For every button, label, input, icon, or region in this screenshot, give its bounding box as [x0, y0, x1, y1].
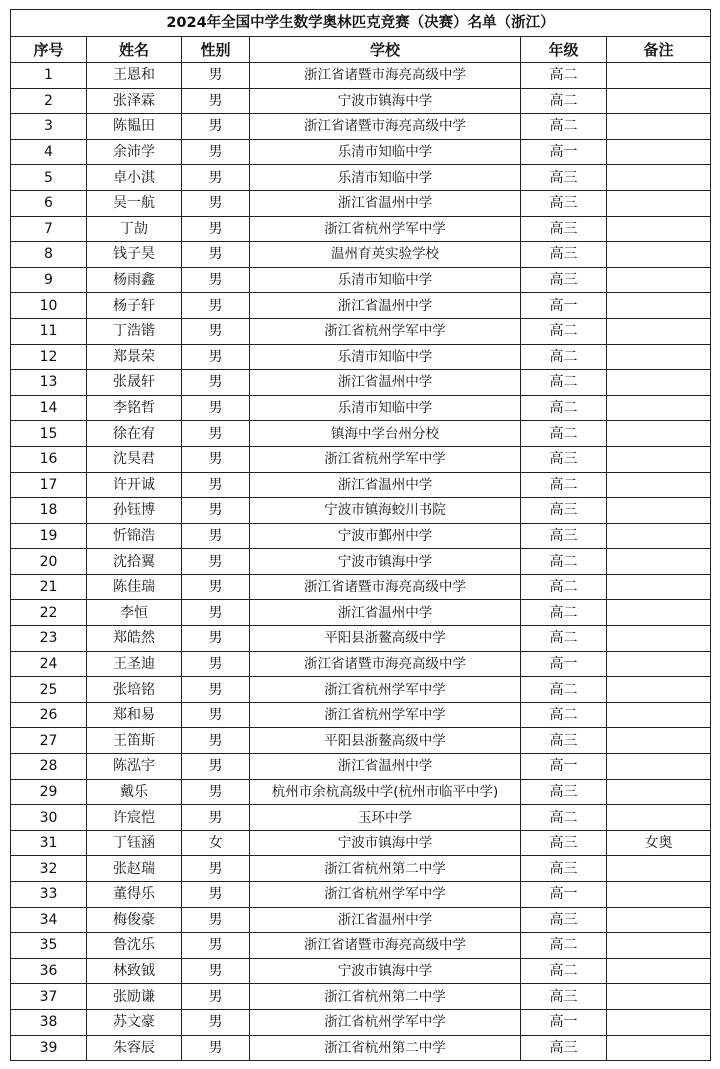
- cell-note: [607, 318, 711, 344]
- cell-grade: 高二: [521, 626, 607, 652]
- cell-grade: 高二: [521, 933, 607, 959]
- cell-school: 乐清市知临中学: [250, 344, 521, 370]
- cell-school: 浙江省杭州学军中学: [250, 318, 521, 344]
- cell-gender: 女: [182, 830, 250, 856]
- cell-no: 28: [11, 754, 87, 780]
- cell-gender: 男: [182, 856, 250, 882]
- cell-no: 13: [11, 370, 87, 396]
- cell-no: 23: [11, 626, 87, 652]
- cell-grade: 高二: [521, 677, 607, 703]
- cell-grade: 高一: [521, 139, 607, 165]
- cell-school: 玉环中学: [250, 805, 521, 831]
- cell-school: 浙江省诸暨市海亮高级中学: [250, 574, 521, 600]
- cell-note: [607, 754, 711, 780]
- cell-grade: 高二: [521, 574, 607, 600]
- cell-note: [607, 856, 711, 882]
- column-header-grade: 年级: [521, 37, 607, 63]
- cell-grade: 高三: [521, 779, 607, 805]
- table-row: [11, 754, 711, 780]
- table-row: [11, 293, 711, 319]
- cell-gender: 男: [182, 805, 250, 831]
- cell-note: [607, 933, 711, 959]
- cell-gender: 男: [182, 139, 250, 165]
- cell-school: 乐清市知临中学: [250, 139, 521, 165]
- cell-no: 19: [11, 523, 87, 549]
- cell-gender: 男: [182, 779, 250, 805]
- cell-grade: 高二: [521, 472, 607, 498]
- cell-no: 36: [11, 958, 87, 984]
- cell-no: 27: [11, 728, 87, 754]
- cell-school: 浙江省温州中学: [250, 370, 521, 396]
- table-row: [11, 88, 711, 114]
- cell-grade: 高三: [521, 446, 607, 472]
- cell-gender: 男: [182, 498, 250, 524]
- cell-note: [607, 805, 711, 831]
- cell-gender: 男: [182, 549, 250, 575]
- cell-note: [607, 907, 711, 933]
- cell-gender: 男: [182, 907, 250, 933]
- cell-grade: 高三: [521, 267, 607, 293]
- table-row: [11, 446, 711, 472]
- cell-no: 3: [11, 114, 87, 140]
- cell-school: 乐清市知临中学: [250, 395, 521, 421]
- cell-grade: 高三: [521, 190, 607, 216]
- table-row: [11, 677, 711, 703]
- roster-body: [11, 63, 711, 1061]
- cell-name: 郑皓然: [87, 626, 182, 652]
- cell-grade: 高二: [521, 702, 607, 728]
- table-row: [11, 549, 711, 575]
- cell-grade: 高三: [521, 523, 607, 549]
- cell-grade: 高一: [521, 293, 607, 319]
- cell-name: 丁劼: [87, 216, 182, 242]
- cell-gender: 男: [182, 114, 250, 140]
- table-row: [11, 1035, 711, 1061]
- table-row: [11, 165, 711, 191]
- cell-name: 沈拾翼: [87, 549, 182, 575]
- cell-grade: 高二: [521, 344, 607, 370]
- cell-no: 35: [11, 933, 87, 959]
- table-row: [11, 267, 711, 293]
- cell-name: 丁浩锴: [87, 318, 182, 344]
- column-header-gender: 性别: [182, 37, 250, 63]
- table-row: [11, 702, 711, 728]
- cell-no: 31: [11, 830, 87, 856]
- table-row: [11, 933, 711, 959]
- cell-name: 张晟轩: [87, 370, 182, 396]
- cell-name: 郑和易: [87, 702, 182, 728]
- cell-note: [607, 344, 711, 370]
- cell-grade: 高三: [521, 216, 607, 242]
- table-row: [11, 728, 711, 754]
- cell-grade: 高二: [521, 958, 607, 984]
- cell-name: 张泽霖: [87, 88, 182, 114]
- table-row: [11, 574, 711, 600]
- cell-gender: 男: [182, 344, 250, 370]
- cell-no: 25: [11, 677, 87, 703]
- cell-name: 陈韫田: [87, 114, 182, 140]
- cell-note: [607, 114, 711, 140]
- cell-school: 浙江省温州中学: [250, 907, 521, 933]
- cell-grade: 高一: [521, 651, 607, 677]
- cell-school: 浙江省温州中学: [250, 754, 521, 780]
- cell-name: 鲁沈乐: [87, 933, 182, 959]
- cell-gender: 男: [182, 626, 250, 652]
- cell-note: [607, 395, 711, 421]
- cell-note: [607, 498, 711, 524]
- cell-note: [607, 728, 711, 754]
- cell-no: 9: [11, 267, 87, 293]
- cell-school: 浙江省杭州学军中学: [250, 446, 521, 472]
- cell-no: 34: [11, 907, 87, 933]
- cell-note: [607, 472, 711, 498]
- cell-school: 宁波市镇海蛟川书院: [250, 498, 521, 524]
- table-row: [11, 63, 711, 89]
- cell-no: 32: [11, 856, 87, 882]
- cell-school: 浙江省诸暨市海亮高级中学: [250, 63, 521, 89]
- cell-name: 杨子轩: [87, 293, 182, 319]
- cell-gender: 男: [182, 600, 250, 626]
- table-row: [11, 139, 711, 165]
- cell-no: 15: [11, 421, 87, 447]
- cell-name: 王圣迪: [87, 651, 182, 677]
- cell-school: 平阳县浙鳌高级中学: [250, 626, 521, 652]
- cell-name: 卓小淇: [87, 165, 182, 191]
- cell-grade: 高三: [521, 242, 607, 268]
- cell-no: 33: [11, 882, 87, 908]
- cell-grade: 高三: [521, 856, 607, 882]
- cell-school: 浙江省温州中学: [250, 293, 521, 319]
- table-row: [11, 395, 711, 421]
- table-row: [11, 626, 711, 652]
- table-row: [11, 242, 711, 268]
- cell-name: 杨雨鑫: [87, 267, 182, 293]
- cell-school: 浙江省杭州第二中学: [250, 984, 521, 1010]
- table-row: [11, 856, 711, 882]
- cell-note: [607, 779, 711, 805]
- cell-note: 女奥: [607, 830, 711, 856]
- cell-gender: 男: [182, 754, 250, 780]
- cell-gender: 男: [182, 958, 250, 984]
- cell-grade: 高三: [521, 1035, 607, 1061]
- table-row: [11, 318, 711, 344]
- table-row: [11, 472, 711, 498]
- cell-no: 16: [11, 446, 87, 472]
- cell-grade: 高一: [521, 1009, 607, 1035]
- cell-school: 镇海中学台州分校: [250, 421, 521, 447]
- cell-no: 2: [11, 88, 87, 114]
- table-row: [11, 1009, 711, 1035]
- cell-note: [607, 242, 711, 268]
- cell-school: 浙江省诸暨市海亮高级中学: [250, 933, 521, 959]
- cell-no: 22: [11, 600, 87, 626]
- cell-name: 陈佳瑞: [87, 574, 182, 600]
- cell-grade: 高三: [521, 984, 607, 1010]
- table-row: [11, 523, 711, 549]
- cell-note: [607, 651, 711, 677]
- cell-gender: 男: [182, 395, 250, 421]
- cell-school: 宁波市鄞州中学: [250, 523, 521, 549]
- cell-school: 浙江省温州中学: [250, 472, 521, 498]
- table-row: [11, 882, 711, 908]
- cell-gender: 男: [182, 1009, 250, 1035]
- column-header-no: 序号: [11, 37, 87, 63]
- table-row: [11, 216, 711, 242]
- cell-grade: 高二: [521, 805, 607, 831]
- cell-grade: 高二: [521, 114, 607, 140]
- table-row: [11, 114, 711, 140]
- cell-note: [607, 1009, 711, 1035]
- cell-note: [607, 216, 711, 242]
- cell-note: [607, 549, 711, 575]
- column-header-name: 姓名: [87, 37, 182, 63]
- cell-no: 5: [11, 165, 87, 191]
- cell-no: 24: [11, 651, 87, 677]
- table-row: [11, 421, 711, 447]
- cell-gender: 男: [182, 446, 250, 472]
- cell-gender: 男: [182, 318, 250, 344]
- cell-name: 董得乐: [87, 882, 182, 908]
- cell-grade: 高三: [521, 498, 607, 524]
- cell-note: [607, 677, 711, 703]
- table-row: [11, 779, 711, 805]
- roster-table: [10, 9, 711, 1061]
- cell-school: 杭州市余杭高级中学(杭州市临平中学): [250, 779, 521, 805]
- cell-name: 陈泓宇: [87, 754, 182, 780]
- cell-grade: 高一: [521, 754, 607, 780]
- cell-grade: 高三: [521, 907, 607, 933]
- table-row: [11, 651, 711, 677]
- cell-school: 宁波市镇海中学: [250, 958, 521, 984]
- column-header-school: 学校: [250, 37, 521, 63]
- cell-gender: 男: [182, 984, 250, 1010]
- cell-note: [607, 523, 711, 549]
- cell-gender: 男: [182, 882, 250, 908]
- cell-gender: 男: [182, 267, 250, 293]
- cell-gender: 男: [182, 523, 250, 549]
- cell-gender: 男: [182, 88, 250, 114]
- cell-name: 钱子昊: [87, 242, 182, 268]
- cell-no: 17: [11, 472, 87, 498]
- cell-no: 37: [11, 984, 87, 1010]
- cell-name: 张赵瑞: [87, 856, 182, 882]
- cell-no: 21: [11, 574, 87, 600]
- cell-school: 浙江省杭州第二中学: [250, 856, 521, 882]
- cell-grade: 高三: [521, 165, 607, 191]
- cell-gender: 男: [182, 216, 250, 242]
- cell-grade: 高三: [521, 830, 607, 856]
- cell-school: 浙江省诸暨市海亮高级中学: [250, 651, 521, 677]
- cell-no: 12: [11, 344, 87, 370]
- cell-grade: 高二: [521, 421, 607, 447]
- cell-note: [607, 574, 711, 600]
- cell-school: 浙江省诸暨市海亮高级中学: [250, 114, 521, 140]
- cell-name: 梅俊豪: [87, 907, 182, 933]
- table-row: [11, 830, 711, 856]
- cell-note: [607, 882, 711, 908]
- cell-name: 沈昊君: [87, 446, 182, 472]
- cell-school: 浙江省杭州学军中学: [250, 702, 521, 728]
- cell-school: 浙江省杭州学军中学: [250, 216, 521, 242]
- cell-note: [607, 165, 711, 191]
- cell-no: 18: [11, 498, 87, 524]
- cell-school: 浙江省杭州第二中学: [250, 1035, 521, 1061]
- cell-grade: 高三: [521, 728, 607, 754]
- cell-name: 王恩和: [87, 63, 182, 89]
- cell-grade: 高二: [521, 88, 607, 114]
- cell-gender: 男: [182, 165, 250, 191]
- cell-school: 宁波市镇海中学: [250, 88, 521, 114]
- cell-note: [607, 958, 711, 984]
- cell-name: 许开诚: [87, 472, 182, 498]
- cell-no: 20: [11, 549, 87, 575]
- cell-no: 10: [11, 293, 87, 319]
- cell-gender: 男: [182, 933, 250, 959]
- cell-no: 39: [11, 1035, 87, 1061]
- table-row: [11, 984, 711, 1010]
- table-row: [11, 958, 711, 984]
- cell-name: 徐在宥: [87, 421, 182, 447]
- cell-no: 38: [11, 1009, 87, 1035]
- cell-grade: 高一: [521, 882, 607, 908]
- roster-sheet: [10, 9, 710, 1061]
- cell-name: 孙钰博: [87, 498, 182, 524]
- cell-name: 许宸恺: [87, 805, 182, 831]
- cell-school: 乐清市知临中学: [250, 267, 521, 293]
- cell-name: 张培铭: [87, 677, 182, 703]
- cell-name: 忻锦浩: [87, 523, 182, 549]
- cell-school: 宁波市镇海中学: [250, 830, 521, 856]
- column-header-note: 备注: [607, 37, 711, 63]
- cell-name: 余沛学: [87, 139, 182, 165]
- cell-gender: 男: [182, 63, 250, 89]
- cell-no: 8: [11, 242, 87, 268]
- cell-school: 浙江省温州中学: [250, 600, 521, 626]
- cell-gender: 男: [182, 472, 250, 498]
- cell-school: 浙江省温州中学: [250, 190, 521, 216]
- cell-note: [607, 1035, 711, 1061]
- cell-school: 浙江省杭州学军中学: [250, 1009, 521, 1035]
- cell-school: 乐清市知临中学: [250, 165, 521, 191]
- cell-gender: 男: [182, 574, 250, 600]
- table-row: [11, 907, 711, 933]
- cell-note: [607, 702, 711, 728]
- table-row: [11, 344, 711, 370]
- cell-name: 郑景荣: [87, 344, 182, 370]
- cell-name: 王笛斯: [87, 728, 182, 754]
- cell-gender: 男: [182, 1035, 250, 1061]
- cell-no: 26: [11, 702, 87, 728]
- cell-name: 张励谦: [87, 984, 182, 1010]
- cell-note: [607, 293, 711, 319]
- cell-no: 29: [11, 779, 87, 805]
- table-row: [11, 190, 711, 216]
- cell-gender: 男: [182, 702, 250, 728]
- cell-gender: 男: [182, 677, 250, 703]
- cell-name: 苏文豪: [87, 1009, 182, 1035]
- cell-note: [607, 63, 711, 89]
- cell-no: 6: [11, 190, 87, 216]
- cell-gender: 男: [182, 370, 250, 396]
- cell-note: [607, 139, 711, 165]
- cell-name: 李恒: [87, 600, 182, 626]
- cell-school: 宁波市镇海中学: [250, 549, 521, 575]
- cell-name: 丁钰涵: [87, 830, 182, 856]
- cell-name: 戴乐: [87, 779, 182, 805]
- cell-note: [607, 626, 711, 652]
- cell-no: 1: [11, 63, 87, 89]
- cell-grade: 高二: [521, 370, 607, 396]
- cell-school: 温州育英实验学校: [250, 242, 521, 268]
- cell-name: 朱容辰: [87, 1035, 182, 1061]
- cell-grade: 高二: [521, 63, 607, 89]
- table-row: [11, 600, 711, 626]
- cell-grade: 高二: [521, 600, 607, 626]
- cell-note: [607, 600, 711, 626]
- cell-grade: 高二: [521, 395, 607, 421]
- cell-grade: 高二: [521, 549, 607, 575]
- cell-no: 30: [11, 805, 87, 831]
- cell-school: 浙江省杭州学军中学: [250, 677, 521, 703]
- cell-school: 浙江省杭州学军中学: [250, 882, 521, 908]
- cell-no: 11: [11, 318, 87, 344]
- cell-name: 林致钺: [87, 958, 182, 984]
- sheet-title: 2024年全国中学生数学奥林匹克竞赛（决赛）名单（浙江）: [11, 10, 711, 37]
- cell-note: [607, 984, 711, 1010]
- cell-no: 4: [11, 139, 87, 165]
- cell-gender: 男: [182, 242, 250, 268]
- cell-gender: 男: [182, 421, 250, 447]
- cell-gender: 男: [182, 728, 250, 754]
- cell-grade: 高二: [521, 318, 607, 344]
- cell-no: 14: [11, 395, 87, 421]
- cell-note: [607, 88, 711, 114]
- cell-name: 李铭哲: [87, 395, 182, 421]
- cell-note: [607, 370, 711, 396]
- cell-note: [607, 267, 711, 293]
- cell-gender: 男: [182, 651, 250, 677]
- table-row: [11, 370, 711, 396]
- cell-note: [607, 446, 711, 472]
- cell-school: 平阳县浙鳌高级中学: [250, 728, 521, 754]
- cell-note: [607, 190, 711, 216]
- table-row: [11, 498, 711, 524]
- cell-note: [607, 421, 711, 447]
- header-row: [11, 37, 711, 63]
- table-row: [11, 805, 711, 831]
- cell-gender: 男: [182, 293, 250, 319]
- cell-gender: 男: [182, 190, 250, 216]
- cell-no: 7: [11, 216, 87, 242]
- cell-name: 吴一航: [87, 190, 182, 216]
